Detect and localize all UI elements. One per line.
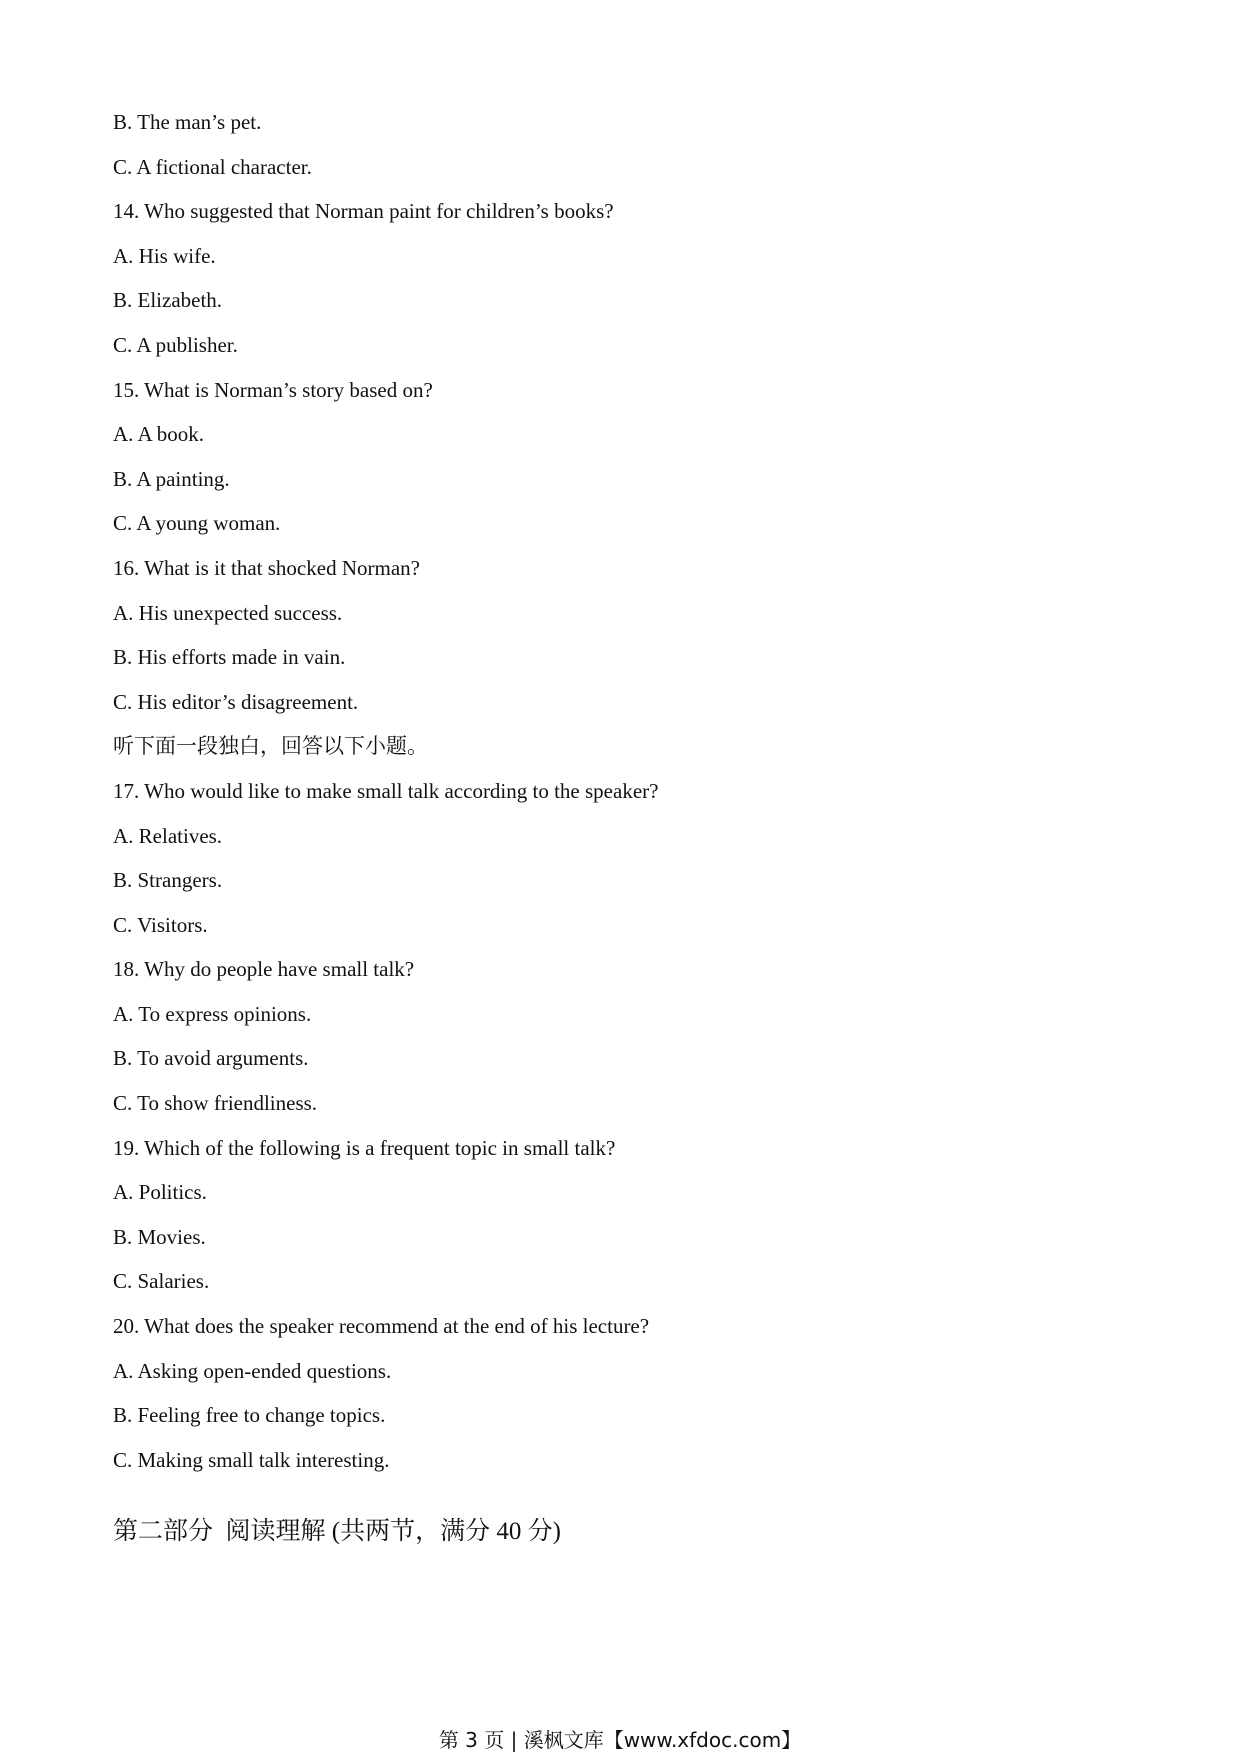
question-line: 15. What is Norman’s story based on? bbox=[113, 377, 433, 402]
option-line: A. To express opinions. bbox=[113, 1001, 312, 1026]
text-line: C. A fictional character. bbox=[113, 154, 312, 179]
option-line: A. Relatives. bbox=[113, 823, 223, 848]
question-line: 14. Who suggested that Norman paint for children’s books? bbox=[113, 199, 614, 224]
option-line: A. His unexpected success. bbox=[113, 600, 343, 625]
option-line: B. A painting. bbox=[113, 466, 230, 491]
question-line: 20. What does the speaker recommend at the end of his lecture? bbox=[113, 1314, 650, 1339]
question-line: 17. Who would like to make small talk according to the speaker? bbox=[113, 778, 659, 803]
option-line: C. A publisher. bbox=[113, 332, 238, 357]
option-line: B. Strangers. bbox=[113, 868, 223, 893]
option-line: A. Politics. bbox=[113, 1180, 207, 1205]
page-footer: 第 3 页 | 溪枫文库【www.xfdoc.com】 bbox=[438, 1728, 802, 1752]
question-line: 19. Which of the following is a frequent topic in small talk? bbox=[113, 1135, 616, 1160]
option-line: B. Elizabeth. bbox=[113, 288, 223, 313]
option-line: A. Asking open-ended questions. bbox=[113, 1358, 392, 1383]
option-line: C. To show friendliness. bbox=[113, 1091, 318, 1116]
question-line: 18. Why do people have small talk? bbox=[113, 957, 415, 982]
option-line: B. To avoid arguments. bbox=[113, 1046, 309, 1071]
option-line: C. A young woman. bbox=[113, 511, 281, 536]
option-line: A. His wife. bbox=[113, 243, 216, 268]
option-line: C. Visitors. bbox=[113, 912, 208, 937]
text-line: B. The man’s pet. bbox=[113, 110, 262, 134]
page-content bbox=[113, 100, 1123, 1552]
option-line: B. Movies. bbox=[113, 1224, 206, 1249]
option-line: C. Salaries. bbox=[113, 1269, 210, 1294]
option-line: C. His editor’s disagreement. bbox=[113, 689, 359, 714]
option-line: B. Feeling free to change topics. bbox=[113, 1403, 386, 1428]
section-heading: 第二部分 阅读理解 (共两节，满分 40 分) bbox=[113, 1518, 561, 1546]
option-line: C. Making small talk interesting. bbox=[113, 1447, 390, 1472]
question-line: 16. What is it that shocked Norman? bbox=[113, 555, 420, 580]
option-line: A. A book. bbox=[113, 422, 205, 447]
instruction-line: 听下面一段独白，回答以下小题。 bbox=[113, 734, 428, 759]
option-line: B. His efforts made in vain. bbox=[113, 645, 346, 670]
